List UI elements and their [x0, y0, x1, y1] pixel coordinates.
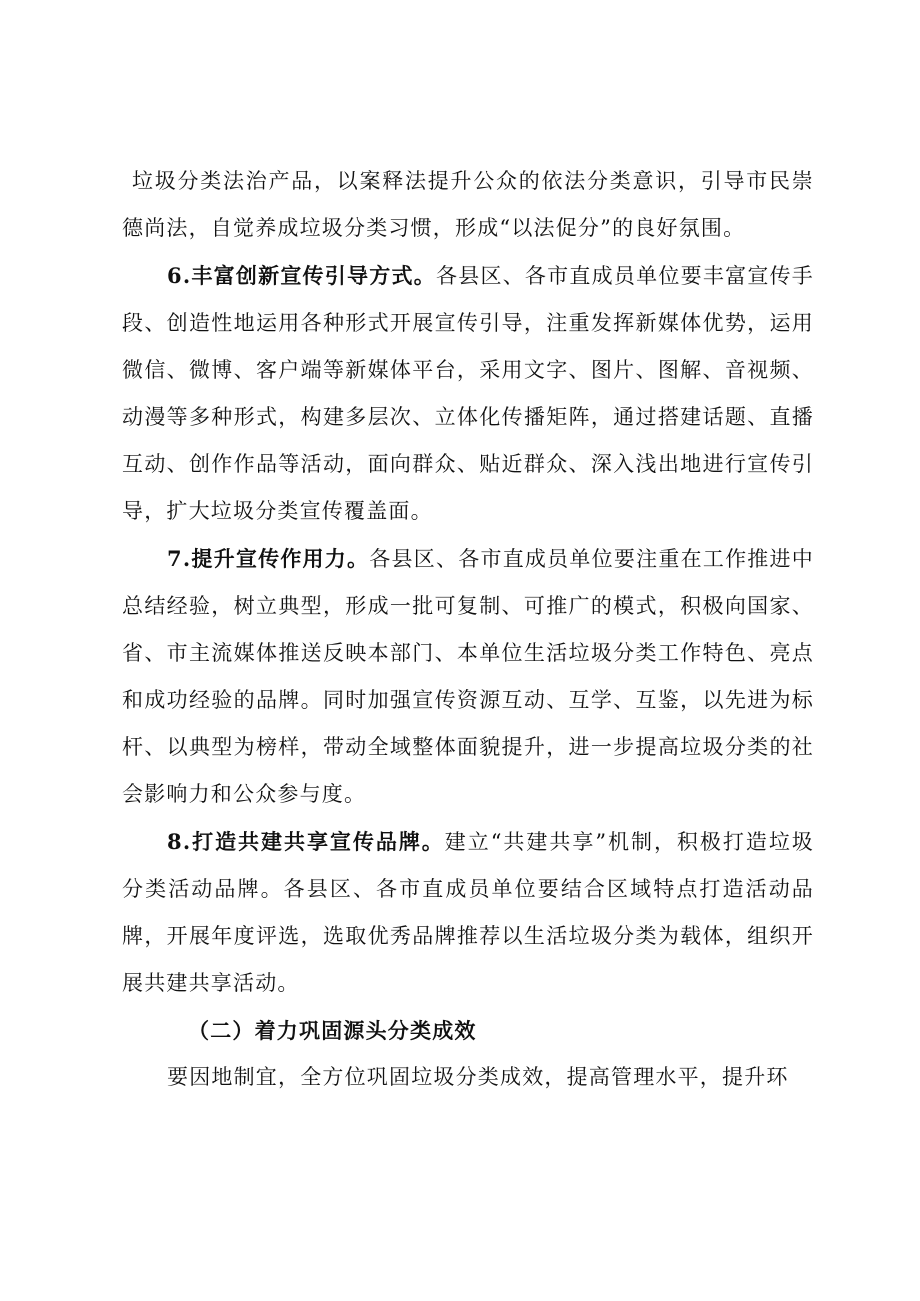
- final-paragraph: 要因地制宜，全方位巩固垃圾分类成效，提高管理水平，提升环: [167, 1065, 789, 1089]
- item-number: 7: [167, 546, 183, 571]
- item-text: 各县区、各市直成员单位要丰富宣传手段、创造性地运用各种形式开展宣传引导，注重发挥新媒体优势，运用微信、微博、客户端等新媒体平台，采用文字、图片、图解、音视频、动漫等多种形式，构建多层次、立体化传播矩阵，通过搭建话题、直播互动、创作作品等活动，面向群众、贴近群众、深入浅出地进行宣传引导，扩大垃圾分类宣传覆盖面。: [122, 264, 814, 523]
- item-paragraph-6: [122, 252, 814, 535]
- item-title: .丰富创新宣传引导方式。: [182, 263, 436, 288]
- continuation-paragraph: [122, 158, 814, 252]
- item-paragraph-8: [122, 818, 814, 1007]
- continuation-text: 垃圾分类法治产品，以案释法提升公众的依法分类意识，引导市民崇德尚法，自觉养成垃圾分类习惯，形成“以法促分”的良好氛围。: [122, 169, 814, 240]
- document-body: [122, 158, 814, 1101]
- item-number: 6: [167, 263, 183, 288]
- section-heading: （二）着力巩固源头分类成效: [188, 1018, 477, 1043]
- item-title: .提升宣传作用力。: [182, 546, 370, 571]
- item-text: 建立“共建共享”机制，积极打造垃圾分类活动品牌。各县区、各市直成员单位要结合区域特点打造活动品牌，开展年度评选，选取优秀品牌推荐以生活垃圾分类为载体，组织开展共建共享活动。: [122, 830, 814, 995]
- item-paragraph-7: [122, 535, 814, 818]
- item-number: 8: [167, 829, 183, 854]
- item-title: .打造共建共享宣传品牌。: [182, 829, 445, 854]
- item-text: 各县区、各市直成员单位要注重在工作推进中总结经验，树立典型，形成一批可复制、可推广的模式，积极向国家、省、市主流媒体推送反映本部门、本单位生活垃圾分类工作特色、亮点和成功经验的品牌。同时加强宣传资源互动、互学、互鉴，以先进为标杆、以典型为榜样，带动全域整体面貌提升，进一步提高垃圾分类的社会影响力和公众参与度。: [122, 547, 814, 806]
